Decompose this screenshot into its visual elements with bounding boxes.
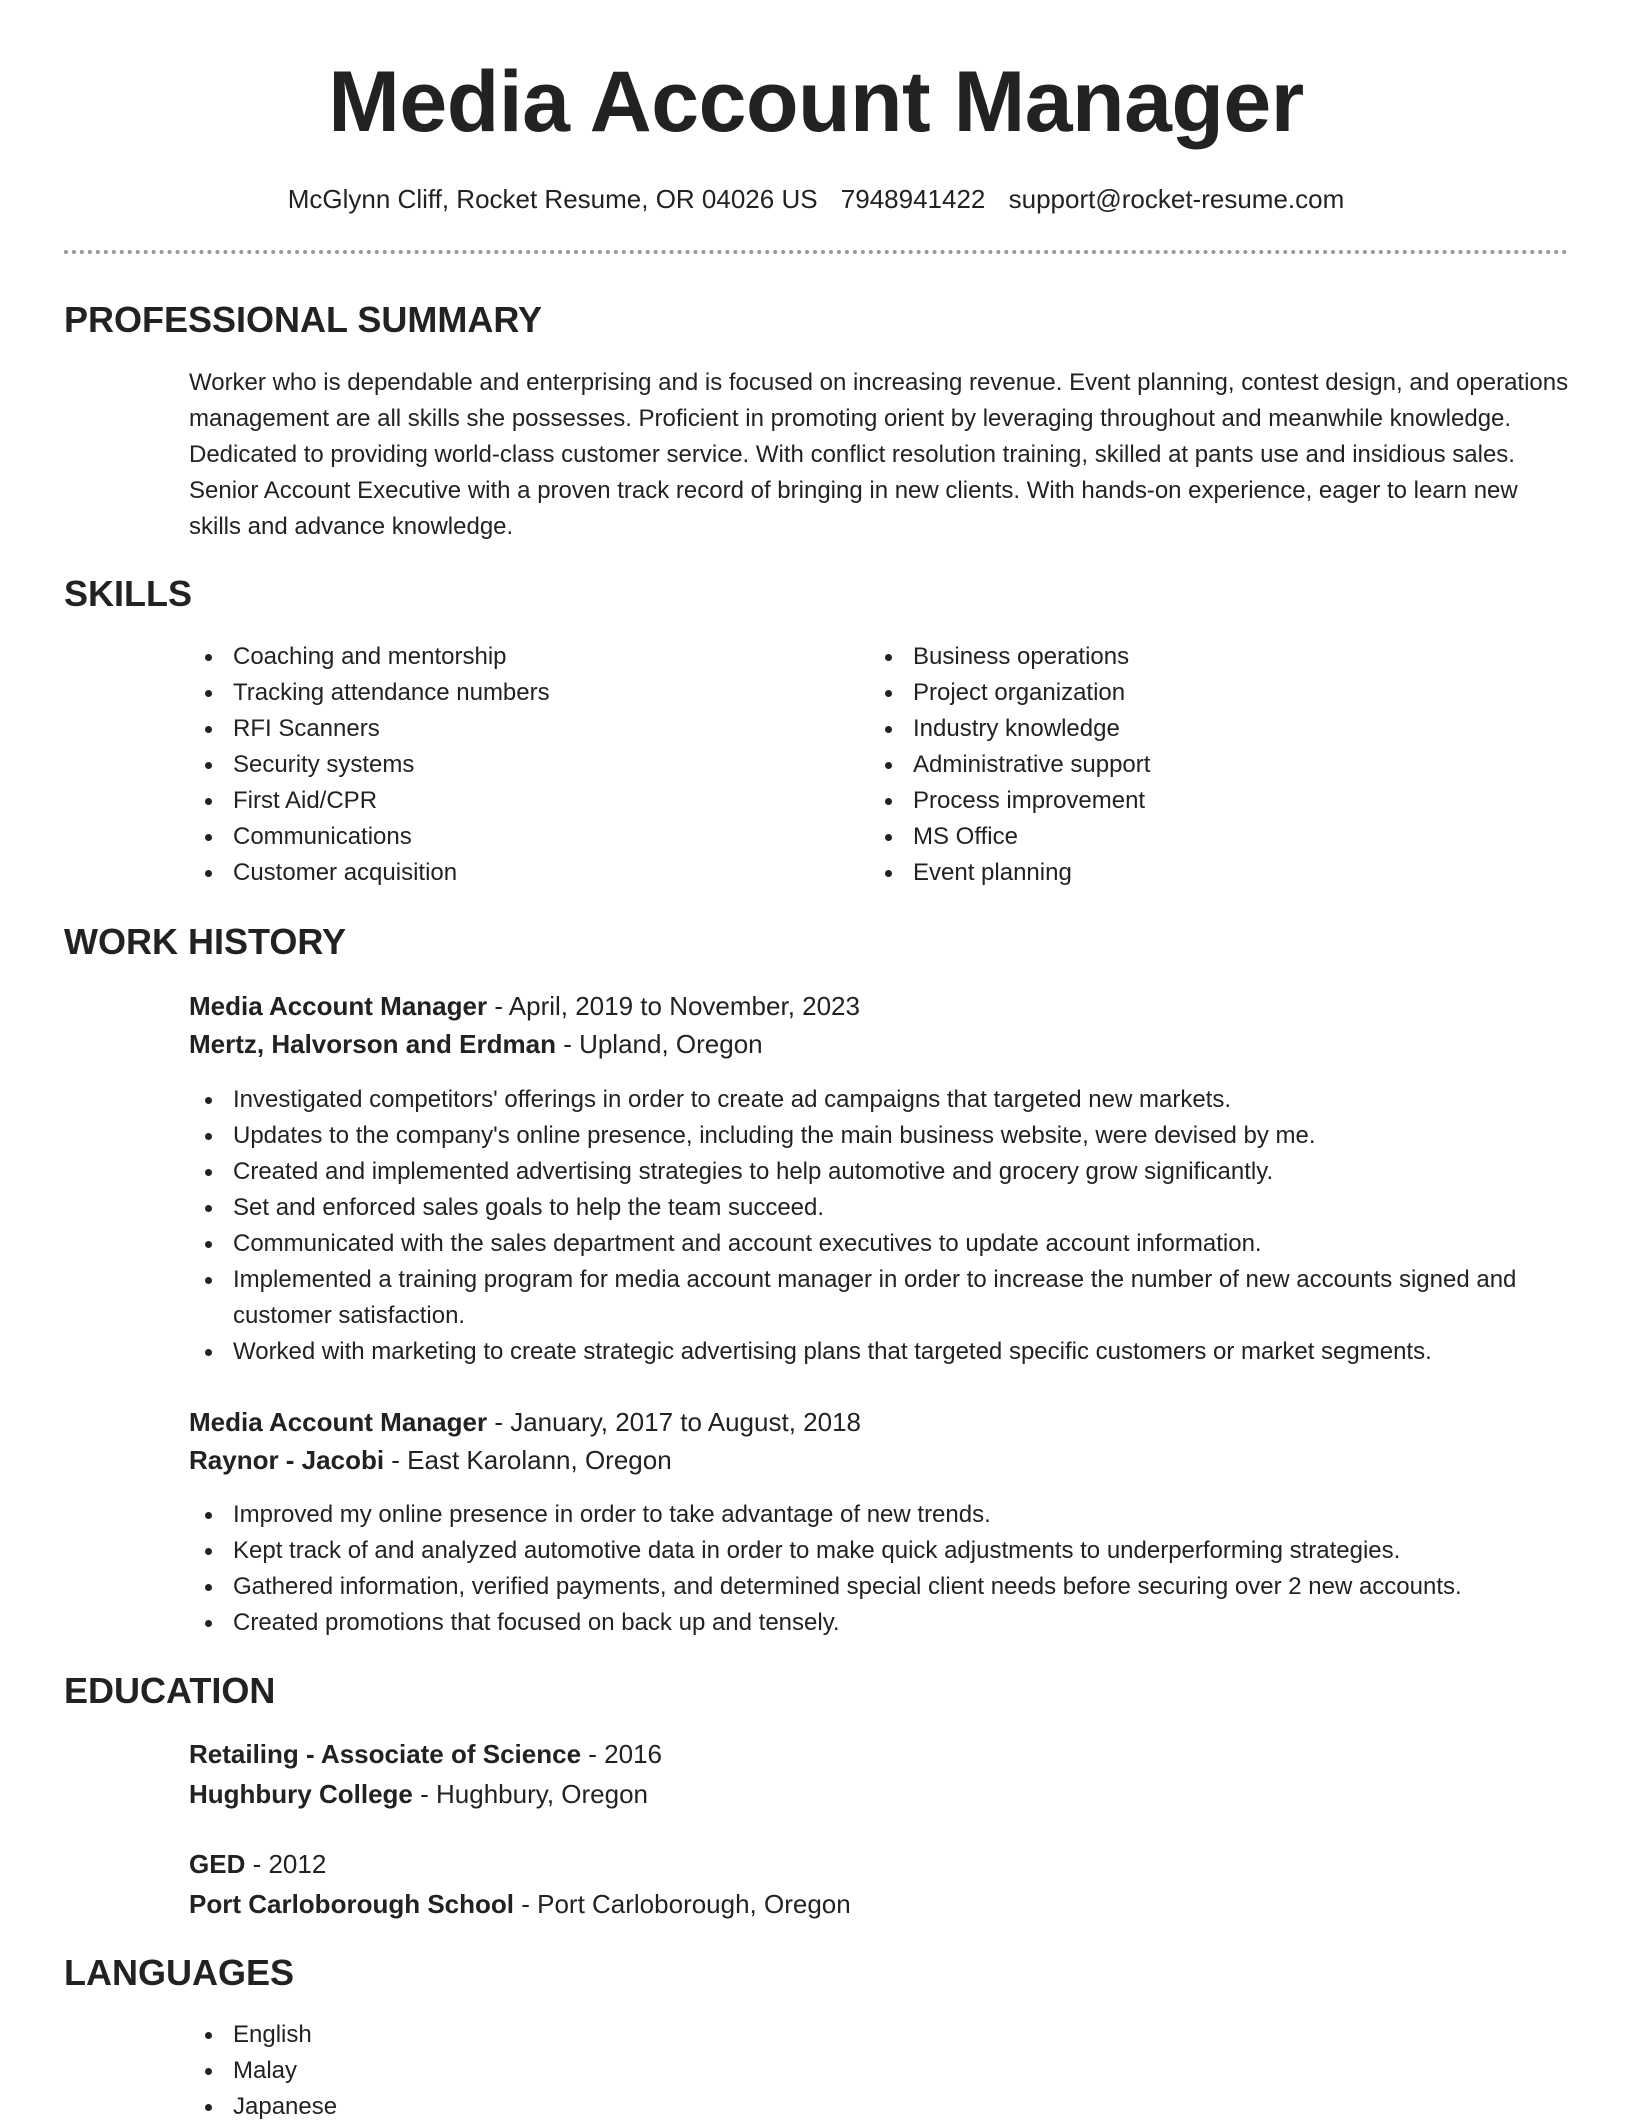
job-title-line	[189, 1403, 861, 1441]
skill-item: RFI Scanners	[189, 711, 550, 747]
contact-line	[0, 181, 1632, 217]
education-location: - Port Carloborough, Oregon	[514, 1889, 851, 1919]
job-dates: - January, 2017 to August, 2018	[487, 1407, 861, 1437]
responsibility-item: Updates to the company's online presence, including the main business website, were devised by me.	[189, 1118, 1571, 1154]
education-degree: GED	[189, 1849, 246, 1879]
responsibility-item: Gathered information, verified payments, and determined special client needs before securing over 2 new accounts.	[189, 1569, 1571, 1605]
summary-heading: PROFESSIONAL SUMMARY	[64, 299, 543, 340]
skills-list-right	[869, 639, 1150, 891]
job-company-line	[189, 1441, 672, 1479]
responsibility-item: Created and implemented advertising strategies to help automotive and grocery grow significantly.	[189, 1154, 1571, 1190]
education-school-line	[189, 1775, 648, 1813]
education-year: - 2016	[581, 1739, 662, 1769]
skills-heading: SKILLS	[64, 573, 193, 614]
skill-item: Business operations	[869, 639, 1150, 675]
skill-item: Tracking attendance numbers	[189, 675, 550, 711]
language-item: English	[189, 2017, 337, 2053]
languages-heading: LANGUAGES	[64, 1952, 295, 1993]
education-school-line	[189, 1885, 851, 1923]
job-role: Media Account Manager	[189, 1407, 488, 1437]
summary-text: Worker who is dependable and enterprising and is focused on increasing revenue. Event planning, contest design, and operations management are all skills she possesses. Proficient in promoting orient by leveraging throughout and meanwhile knowledge. Dedicated to providing world-class customer service. With conflict resolution training, skilled at pants use and insidious sales. Senior Account Executive with a proven track record of bringing in new clients. With hands-on experience, eager to learn new skills and advance knowledge.	[189, 369, 1569, 540]
skill-item: Customer acquisition	[189, 855, 550, 891]
skill-item: Communications	[189, 819, 550, 855]
skill-item: Industry knowledge	[869, 711, 1150, 747]
job-role: Media Account Manager	[189, 991, 488, 1021]
work-history-heading: WORK HISTORY	[64, 921, 347, 962]
contact-address: McGlynn Cliff, Rocket Resume, OR 04026 US	[287, 184, 818, 214]
skill-item: Administrative support	[869, 747, 1150, 783]
skill-item: Project organization	[869, 675, 1150, 711]
responsibility-item: Implemented a training program for media account manager in order to increase the number of new accounts signed and customer satisfaction.	[189, 1262, 1571, 1334]
responsibility-item: Created promotions that focused on back up and tensely.	[189, 1605, 1571, 1641]
responsibility-item: Worked with marketing to create strategic advertising plans that targeted specific customers or market segments.	[189, 1334, 1571, 1370]
education-location: - Hughbury, Oregon	[412, 1779, 648, 1809]
languages-list	[189, 2017, 337, 2125]
job-location: - East Karolann, Oregon	[384, 1445, 672, 1475]
skills-list-left	[189, 639, 550, 891]
education-heading: EDUCATION	[64, 1670, 276, 1711]
skill-item: First Aid/CPR	[189, 783, 550, 819]
contact-phone: 7948941422	[840, 184, 986, 214]
education-year: - 2012	[245, 1849, 327, 1879]
job-location: - Upland, Oregon	[555, 1029, 763, 1059]
language-item: Japanese	[189, 2089, 337, 2125]
header-divider	[64, 250, 1568, 254]
responsibility-item: Communicated with the sales department and account executives to update account information.	[189, 1226, 1571, 1262]
resume-title: Media Account Manager	[328, 54, 1304, 150]
skill-item: Security systems	[189, 747, 550, 783]
job-company-line	[189, 1025, 763, 1063]
job-company: Mertz, Halvorson and Erdman	[189, 1029, 556, 1059]
contact-email: support@rocket-resume.com	[1008, 184, 1345, 214]
responsibility-item: Kept track of and analyzed automotive data in order to make quick adjustments to underperforming strategies.	[189, 1533, 1571, 1569]
education-school: Hughbury College	[189, 1779, 413, 1809]
language-item: Malay	[189, 2053, 337, 2089]
responsibility-item: Set and enforced sales goals to help the team succeed.	[189, 1190, 1571, 1226]
education-school: Port Carloborough School	[189, 1889, 514, 1919]
skill-item: MS Office	[869, 819, 1150, 855]
job-title-line	[189, 987, 860, 1025]
skill-item: Event planning	[869, 855, 1150, 891]
job-responsibilities	[189, 1082, 1571, 1370]
education-degree-line	[189, 1735, 662, 1773]
responsibility-item: Investigated competitors' offerings in order to create ad campaigns that targeted new markets.	[189, 1082, 1571, 1118]
job-responsibilities	[189, 1497, 1571, 1641]
responsibility-item: Improved my online presence in order to take advantage of new trends.	[189, 1497, 1571, 1533]
skill-item: Coaching and mentorship	[189, 639, 550, 675]
skill-item: Process improvement	[869, 783, 1150, 819]
education-degree-line	[189, 1845, 326, 1883]
education-degree: Retailing - Associate of Science	[189, 1739, 582, 1769]
job-company: Raynor - Jacobi	[189, 1445, 385, 1475]
job-dates: - April, 2019 to November, 2023	[487, 991, 860, 1021]
